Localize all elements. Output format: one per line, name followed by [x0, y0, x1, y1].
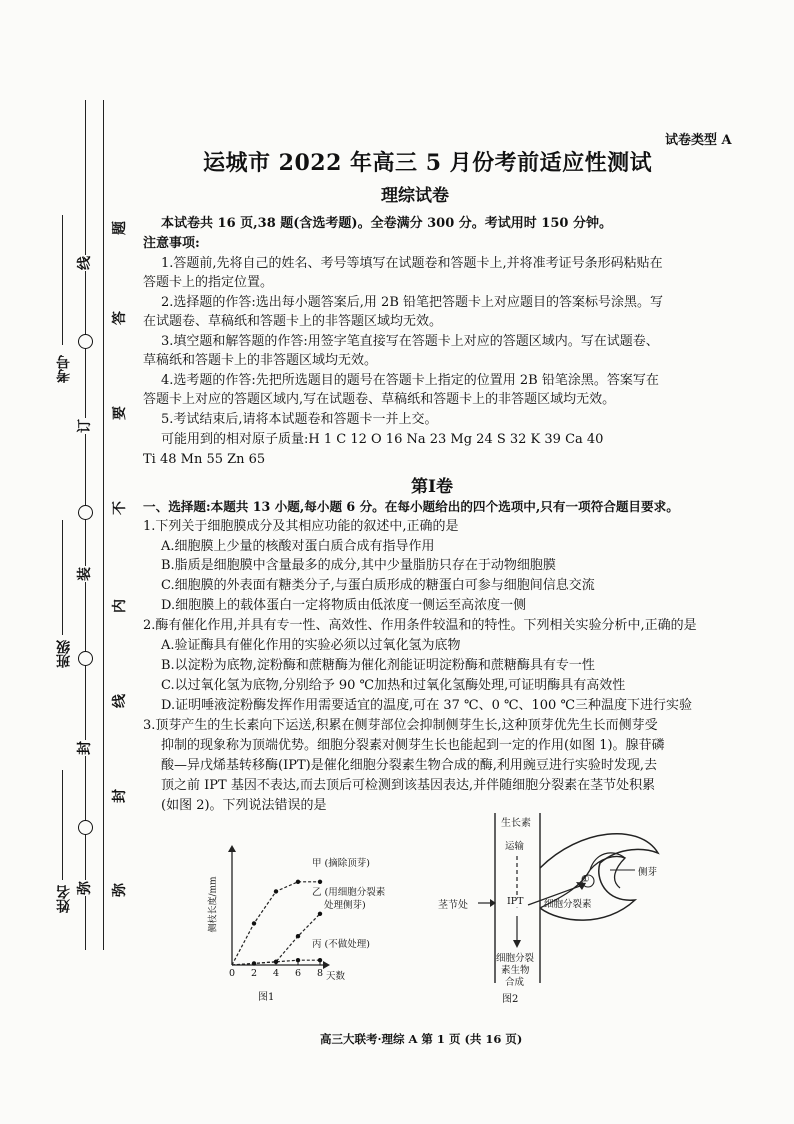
label-ipt: IPT	[507, 896, 524, 907]
y-axis-arrow	[228, 845, 236, 852]
series-point-1-2	[296, 934, 300, 938]
margin-ring-2	[78, 505, 93, 520]
fig1-ylabel: 侧枝长度/mm	[208, 876, 219, 933]
fig1-tick-2: 2	[251, 968, 258, 979]
margin-ring-3	[78, 651, 93, 666]
margin-mark-yao: 要	[112, 406, 128, 420]
q2-option-a: A.验证酶具有催化作用的实验必须以过氧化氢为底物	[161, 638, 461, 653]
notice-line: 可能用到的相对原子质量:H 1 C 12 O 16 Na 23 Mg 24 S 32 K 39 Ca 40	[161, 432, 604, 447]
series-point-2-4	[318, 958, 322, 962]
label-marker: ①	[581, 874, 590, 885]
notice-line: 答题卡上的指定位置。	[143, 275, 274, 290]
q2-option-b: B.以淀粉为底物,淀粉酶和蔗糖酶为催化剂能证明淀粉酶和蔗糖酶具有专一性	[161, 658, 595, 673]
q3-line: (如图 2)。下列说法错误的是	[161, 798, 327, 813]
notice-line: 3.填空题和解答题的作答:用签字笔直接写在答题卡上对应的答题区域内。写在试题卷、	[161, 334, 659, 349]
section-title: 第Ⅰ卷	[411, 477, 453, 497]
exam-number-line	[62, 215, 63, 345]
q2-option-c: C.以过氧化氢为底物,分别给予 90 ℃加热和过氧化氢酶处理,可证明酶具有高效性	[161, 678, 626, 693]
q2-stem: 2.酶有催化作用,并具有专一性、高效性、作用条件较温和的特性。下列相关实验分析中,正确的是	[143, 618, 697, 633]
fig1-tick-0: 0	[229, 968, 236, 979]
figure-1	[200, 840, 420, 1010]
margin-mark-ding: 订	[77, 419, 93, 433]
fig1-tick-8: 8	[317, 968, 324, 979]
margin-mark-feng: 封	[77, 741, 93, 755]
series-label-yi-2: 处理侧芽)	[324, 900, 366, 911]
page-footer: 高三大联考·理综 A 第 1 页 (共 16 页)	[320, 1032, 523, 1046]
label-transport: 运输	[505, 841, 525, 852]
page-subtitle: 理综试卷	[381, 186, 449, 206]
label-synth-3: 合成	[505, 977, 525, 988]
notice-line: 1.答题前,先将自己的姓名、考号等填写在试题卷和答题卡上,并将准考证号条形码粘贴在	[161, 256, 663, 271]
series-point-2-3	[296, 958, 300, 962]
label-synth-1: 细胞分裂	[496, 953, 535, 964]
class-label: 班级	[56, 640, 72, 668]
series-line-1	[232, 914, 320, 965]
margin-ring-1	[78, 334, 93, 349]
intro-line: 本试卷共 16 页,38 题(含选考题)。全卷满分 300 分。考试用时 150 分钟。	[161, 216, 612, 231]
class-line	[62, 520, 63, 635]
margin-mark-zhuang: 装	[77, 567, 93, 581]
margin-mark-ti: 题	[112, 221, 128, 235]
notice-line: 答题卡上对应的答题区域内,写在试题卷、草稿纸和答题卡上的非答题区域均无效。	[143, 392, 616, 407]
fig1-tick-4: 4	[273, 968, 280, 979]
notice-line: 4.选考题的作答:先把所选题目的题号在答题卡上指定的位置用 2B 铅笔涂黑。答案写在	[161, 373, 659, 388]
series-point-0-2	[274, 889, 278, 893]
margin-mark-xian: 线	[77, 256, 93, 270]
q3-line: 顶之前 IPT 基因不表达,而去顶后可检测到该基因表达,并伴随细胞分裂素在茎节处积累	[161, 778, 656, 793]
series-label-jia: 甲 (摘除顶芽)	[312, 858, 370, 869]
q1-option-d: D.细胞膜上的载体蛋白一定将物质由低浓度一侧运至高浓度一侧	[161, 598, 527, 613]
margin-mark-da: 答	[112, 311, 128, 325]
q2-option-d: D.证明唾液淀粉酶发挥作用需要适宜的温度,可在 37 ℃、0 ℃、100 ℃三种温度下进行实验	[161, 698, 693, 713]
margin-line-right	[103, 100, 104, 950]
margin-mark-nei: 内	[112, 599, 128, 613]
q1-option-c: C.细胞膜的外表面有糖类分子,与蛋白质形成的糖蛋白可参与细胞间信息交流	[161, 578, 595, 593]
label-auxin: 生长素	[501, 818, 531, 829]
margin-mark-mi2: 弥	[112, 883, 128, 897]
figure-1-chart	[200, 840, 420, 1010]
notice-line: 在试题卷、草稿纸和答题卡上的非答题区域均无效。	[143, 314, 443, 329]
choice-header: 一、选择题:本题共 13 小题,每小题 6 分。在每小题给出的四个选项中,只有一项符合题目要求。	[143, 499, 679, 514]
q1-option-b: B.脂质是细胞膜中含量最多的成分,其中少量脂肪只存在于动物细胞膜	[161, 558, 556, 573]
notice-line: 5.考试结束后,请将本试题卷和答题卡一并上交。	[161, 412, 438, 427]
notice-heading: 注意事项:	[143, 236, 200, 251]
series-point-2-1	[252, 961, 256, 965]
paper-type: 试卷类型 A	[665, 133, 732, 148]
figure-2	[430, 808, 690, 1008]
series-point-1-3	[318, 912, 322, 916]
q3-line: 酸—异戊烯基转移酶(IPT)是催化细胞分裂素生物合成的酶,利用豌豆进行实验时发现,去	[161, 758, 657, 773]
notice-line: Ti 48 Mn 55 Zn 65	[143, 452, 266, 467]
label-side-bud: 侧芽	[638, 867, 658, 878]
name-line	[62, 770, 63, 880]
q1-option-a: A.细胞膜上少量的核酸对蛋白质合成有指导作用	[161, 539, 435, 554]
series-label-bing: 丙 (不做处理)	[312, 939, 370, 950]
fig2-caption: 图2	[502, 994, 519, 1005]
page-title: 运城市 2022 年高三 5 月份考前适应性测试	[203, 150, 653, 176]
series-label-yi: 乙 (用细胞分裂素	[312, 887, 386, 898]
label-node: 茎节处	[438, 900, 468, 911]
name-label: 姓名	[56, 885, 72, 913]
label-synth-2: 素生物	[501, 965, 530, 976]
margin-mark-xian2: 线	[112, 694, 128, 708]
margin-mark-bu: 不	[112, 501, 128, 515]
label-cytokinin: 细胞分裂素	[544, 899, 592, 910]
margin-mark-feng2: 封	[112, 789, 128, 803]
series-point-2-2	[274, 960, 278, 964]
notice-line: 草稿纸和答题卡上的非答题区域均无效。	[143, 353, 378, 368]
series-line-0	[232, 882, 320, 965]
ipt-arrowhead-down	[513, 940, 521, 948]
q3-line: 3.顶芽产生的生长素向下运送,积累在侧芽部位会抑制侧芽生长,这种顶芽优先生长而侧芽受	[143, 718, 658, 733]
q1-stem: 1.下列关于细胞膜成分及其相应功能的叙述中,正确的是	[143, 519, 459, 534]
notice-line: 2.选择题的作答:选出每小题答案后,用 2B 铅笔把答题卡上对应题目的答案标号涂黑。写	[161, 295, 664, 310]
fig1-caption: 图1	[258, 992, 275, 1003]
exam-number-label: 考号	[56, 355, 72, 383]
margin-ring-4	[78, 820, 93, 835]
fig1-xlabel: 天数	[326, 971, 346, 982]
q3-line: 抑制的现象称为顶端优势。细胞分裂素对侧芽生长也能起到一定的作用(如图 1)。腺苷磷	[161, 738, 665, 753]
margin-mark-mi: 弥	[77, 881, 93, 895]
series-point-0-1	[252, 921, 256, 925]
bud-tip	[590, 853, 625, 870]
series-point-0-3	[296, 880, 300, 884]
fig1-tick-6: 6	[295, 968, 302, 979]
